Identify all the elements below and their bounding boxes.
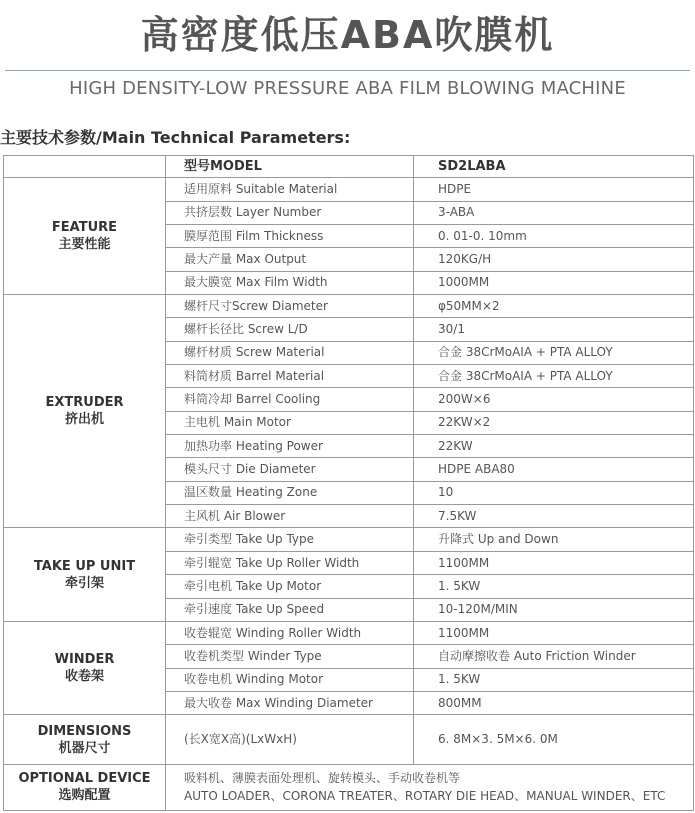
- param-value: 7.5KW: [414, 505, 694, 528]
- title-chinese: 高密度低压ABA吹膜机: [140, 13, 555, 57]
- category-winder: [4, 621, 166, 714]
- param-label: 加热功率 Heating Power: [166, 435, 414, 458]
- category-feature: [4, 178, 166, 295]
- param-value: 3-ABA: [414, 201, 694, 224]
- param-value: HDPE ABA80: [414, 458, 694, 481]
- param-value: HDPE: [414, 178, 694, 201]
- table-row: [4, 621, 694, 644]
- param-value: 6. 8M×3. 5M×6. 0M: [414, 715, 694, 765]
- param-label: 料筒材质 Barrel Material: [166, 365, 414, 388]
- param-label: 螺杆长径比 Screw L/D: [166, 318, 414, 341]
- param-label: 牵引类型 Take Up Type: [166, 528, 414, 551]
- param-value: 1. 5KW: [414, 668, 694, 691]
- param-value: 1100MM: [414, 621, 694, 644]
- category-label-en: EXTRUDER: [45, 395, 124, 411]
- param-value: 1100MM: [414, 551, 694, 574]
- category-label-en: FEATURE: [51, 220, 118, 236]
- table-header-row: [4, 156, 694, 178]
- param-label: 最大收卷 Max Winding Diameter: [166, 691, 414, 714]
- param-value: 升降式 Up and Down: [414, 528, 694, 551]
- param-value: 10-120M/MIN: [414, 598, 694, 621]
- table-row: [4, 528, 694, 551]
- category-label-cn: 收卷架: [64, 669, 104, 685]
- category-dimensions: [4, 715, 166, 765]
- param-label: 收卷机类型 Winder Type: [166, 645, 414, 668]
- table-row: [4, 295, 694, 318]
- param-value: 200W×6: [414, 388, 694, 411]
- param-value: 合金 38CrMoAIA + PTA ALLOY: [414, 341, 694, 364]
- param-value: 合金 38CrMoAIA + PTA ALLOY: [414, 365, 694, 388]
- optional-devices: [166, 764, 694, 810]
- category-label-cn: 挤出机: [64, 412, 104, 428]
- title-divider: [5, 70, 690, 71]
- param-label: 螺杆尺寸Screw Diameter: [166, 295, 414, 318]
- category-label-en: TAKE UP UNIT: [33, 558, 136, 574]
- param-label: 收卷电机 Winding Motor: [166, 668, 414, 691]
- category-label-cn: 选购配置: [58, 788, 111, 804]
- param-label: 螺杆材质 Screw Material: [166, 341, 414, 364]
- param-value: 30/1: [414, 318, 694, 341]
- table-row-dimensions: [4, 715, 694, 765]
- model-label: 型号MODEL: [166, 156, 414, 178]
- param-value: 0. 01-0. 10mm: [414, 225, 694, 248]
- title-english: HIGH DENSITY-LOW PRESSURE ABA FILM BLOWING MACHINE: [69, 78, 626, 99]
- category-label-cn: 主要性能: [58, 237, 111, 253]
- category-label-cn: 机器尺寸: [58, 740, 111, 756]
- param-label: 模头尺寸 Die Diameter: [166, 458, 414, 481]
- param-value: 1000MM: [414, 271, 694, 294]
- category-label-en: DIMENSIONS: [37, 723, 132, 739]
- param-label: 牵引电机 Take Up Motor: [166, 575, 414, 598]
- table-row: [4, 178, 694, 201]
- param-label: (长X宽X高)(LxWxH): [166, 715, 414, 765]
- param-label: 最大膜宽 Max Film Width: [166, 271, 414, 294]
- category-take-up-unit: [4, 528, 166, 621]
- param-label: 最大产量 Max Output: [166, 248, 414, 271]
- param-label: 温区数量 Heating Zone: [166, 481, 414, 504]
- param-label: 共挤层数 Layer Number: [166, 201, 414, 224]
- param-value: 10: [414, 481, 694, 504]
- category-extruder: [4, 295, 166, 528]
- param-value: φ50MM×2: [414, 295, 694, 318]
- param-value: 1. 5KW: [414, 575, 694, 598]
- param-label: 料筒冷却 Barrel Cooling: [166, 388, 414, 411]
- param-label: 主风机 Air Blower: [166, 505, 414, 528]
- param-value: 800MM: [414, 691, 694, 714]
- param-value: 120KG/H: [414, 248, 694, 271]
- category-label-en: OPTIONAL DEVICE: [18, 771, 151, 787]
- param-label: 膜厚范围 Film Thickness: [166, 225, 414, 248]
- category-label-cn: 牵引架: [64, 575, 104, 591]
- param-label: 牵引辊宽 Take Up Roller Width: [166, 551, 414, 574]
- model-value: SD2LABA: [414, 156, 694, 178]
- param-label: 牵引速度 Take Up Speed: [166, 598, 414, 621]
- param-label: 主电机 Main Motor: [166, 411, 414, 434]
- parameters-table: [3, 155, 694, 811]
- optional-devices-cn: 吸料机、薄膜表面处理机、旋转模头、手动收卷机等: [184, 771, 461, 786]
- param-value: 22KW×2: [414, 411, 694, 434]
- category-optional-device: [4, 764, 166, 810]
- header-blank-cell: [4, 156, 166, 178]
- param-value: 22KW: [414, 435, 694, 458]
- param-label: 收卷辊宽 Winding Roller Width: [166, 621, 414, 644]
- optional-devices-en: AUTO LOADER、CORONA TREATER、ROTARY DIE HEAD、MANUAL WINDER、ETC: [184, 789, 666, 804]
- section-title: 主要技术参数/Main Technical Parameters:: [0, 128, 351, 147]
- param-label: 适用原料 Suitable Material: [166, 178, 414, 201]
- param-value: 自动摩擦收卷 Auto Friction Winder: [414, 645, 694, 668]
- category-label-en: WINDER: [54, 652, 115, 668]
- table-row-optional: [4, 764, 694, 810]
